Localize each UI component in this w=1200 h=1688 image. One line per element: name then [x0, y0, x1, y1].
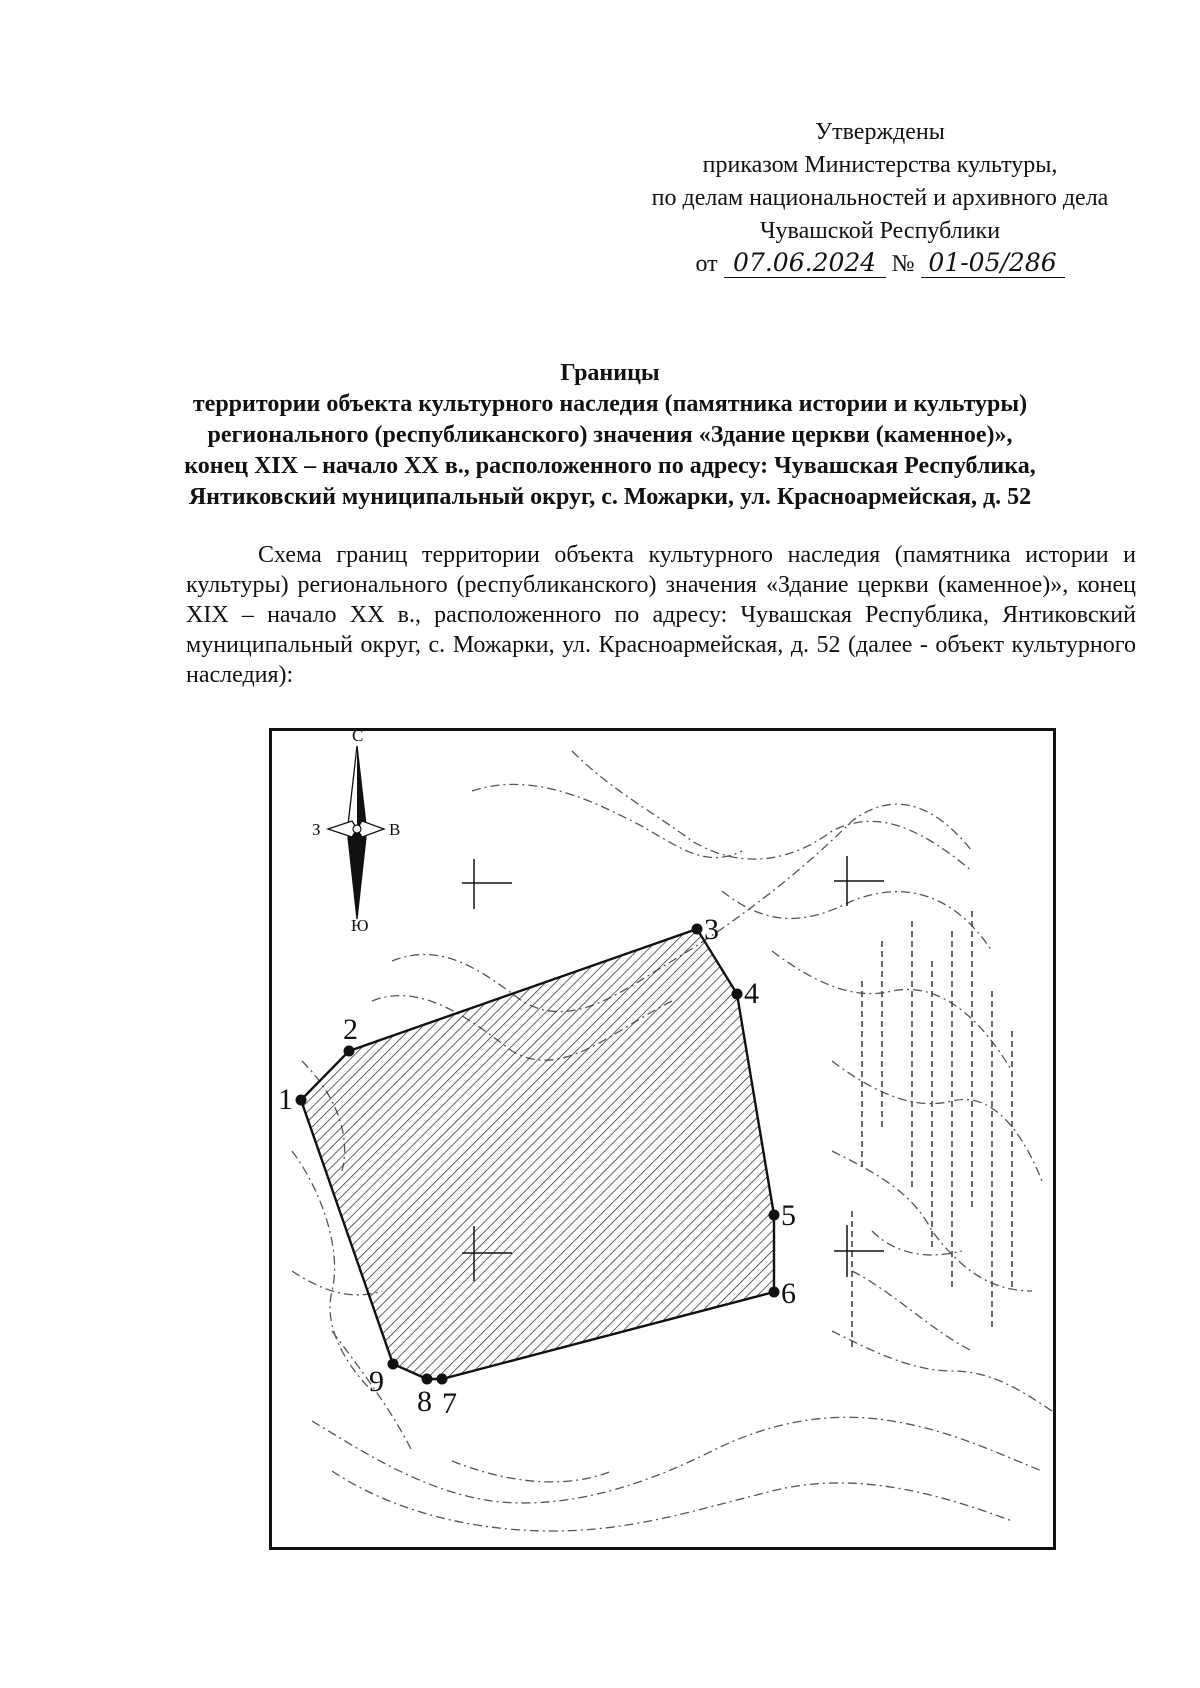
title-line-1: территории объекта культурного наследия (памятника истории и культуры) [192, 391, 1028, 417]
boundary-map [269, 728, 1056, 1550]
approval-line-3: по делам национальностей и архивного дела [651, 185, 1109, 211]
compass-north: С [352, 731, 364, 745]
title-line-2: регионального (республиканского) значения «Здание церкви (каменное)», [207, 422, 1013, 448]
point-label-5: 5 [781, 1199, 796, 1232]
title-line-3: конец XIX – начало XX в., расположенного по адресу: Чувашская Республика, [184, 453, 1036, 479]
approval-line-2: приказом Министерства культуры, [702, 152, 1058, 178]
point-label-1: 1 [278, 1083, 293, 1116]
compass-east: В [389, 820, 401, 839]
approval-date-line [695, 248, 1064, 281]
point-label-8: 8 [417, 1385, 432, 1418]
map-drawing [272, 731, 1053, 1547]
point-label-3: 3 [704, 913, 719, 946]
order-date: 07.06.2024 [724, 249, 886, 278]
point-label-2: 2 [343, 1013, 358, 1046]
document-title [170, 358, 1050, 513]
order-number: 01-05/286 [921, 249, 1065, 278]
point-label-7: 7 [442, 1387, 457, 1420]
approval-line-4: Чувашской Республики [759, 218, 1001, 244]
number-prefix: № [891, 251, 915, 277]
approval-line-1: Утверждены [815, 119, 945, 145]
territory-polygon [301, 929, 774, 1379]
point-label-4: 4 [744, 977, 759, 1010]
title-heading: Границы [560, 360, 660, 386]
point-label-6: 6 [781, 1277, 796, 1310]
compass-west: З [312, 820, 321, 839]
approval-block [600, 116, 1160, 281]
title-line-4: Янтиковский муниципальный округ, с. Можарки, ул. Красноармейская, д. 52 [188, 484, 1032, 510]
point-label-9: 9 [369, 1365, 384, 1398]
date-prefix: от [695, 251, 718, 277]
intro-paragraph: Схема границ территории объекта культурного наследия (памятника истории и культуры) регионального (республиканского) значения «Здание церкви (каменное)», конец XIX – начало XX в., расположенного по адресу: Чувашская Республика, Янтиковский муниципальный округ, с. Можарки, ул. Красноармейская, д. 52 (далее - объект культурного наследия): [186, 542, 1136, 688]
compass-rose [312, 731, 400, 935]
compass-south: Ю [351, 916, 369, 935]
